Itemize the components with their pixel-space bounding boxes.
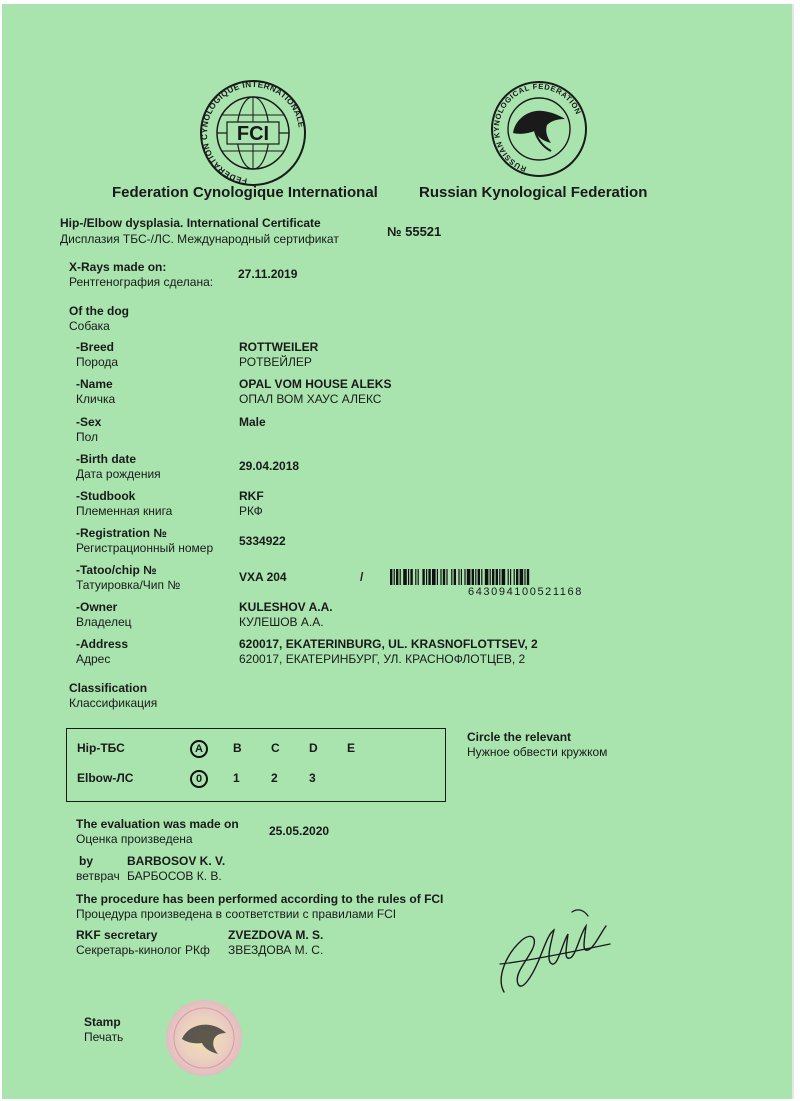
birth-label-en: -Birth date xyxy=(76,452,136,466)
classification-note-ru: Нужное обвести кружком xyxy=(467,745,608,759)
rkf-org-name: Russian Kynological Federation xyxy=(419,184,648,201)
procedure-text-ru: Процедура произведена в соответствии с правилами FCI xyxy=(76,907,397,921)
certificate-title-en: Hip-/Elbow dysplasia. International Certificate xyxy=(60,216,321,230)
sex-label-ru: Пол xyxy=(76,430,99,444)
certificate-sheet xyxy=(2,4,794,1099)
barcode-bar xyxy=(527,569,529,585)
name-value-ru: ОПАЛ ВОМ ХАУС АЛЕКС xyxy=(239,392,382,406)
hip-label: Hip-ТБС xyxy=(77,741,125,755)
procedure-text-en: The procedure has been performed according to the rules of FCI xyxy=(76,892,444,906)
rkf-logo-icon xyxy=(485,81,593,179)
barcode-bar xyxy=(394,569,395,585)
barcode-bar xyxy=(446,569,447,585)
address-label-ru: Адрес xyxy=(76,652,111,666)
name-label-en: -Name xyxy=(76,377,113,391)
barcode-bar xyxy=(520,569,524,585)
fci-org-name: Federation Cynologique International xyxy=(112,184,378,201)
secretary-label-en: RKF secretary xyxy=(76,928,158,942)
owner-value-en: KULESHOV A.A. xyxy=(239,600,333,614)
breed-label-ru: Порода xyxy=(76,355,119,369)
evaluation-label-ru: Оценка произведена xyxy=(76,832,193,846)
elbow-grade-0-selected: 0 xyxy=(190,770,208,788)
barcode-bar xyxy=(472,569,474,585)
barcode-bar xyxy=(390,569,392,585)
barcode-bar xyxy=(440,569,441,585)
barcode-bar xyxy=(454,569,456,585)
evaluation-label-en: The evaluation was made on xyxy=(76,817,239,831)
elbow-grade-2: 2 xyxy=(271,771,278,785)
barcode-bar xyxy=(443,569,445,585)
barcode-bar xyxy=(514,569,515,585)
barcode-bar xyxy=(408,569,409,585)
breed-label-en: -Breed xyxy=(76,340,115,354)
barcode-bar xyxy=(510,569,511,585)
barcode-bar xyxy=(400,569,401,585)
svg-text:RUSSIAN KYNOLOGICAL FEDERATION: RUSSIAN KYNOLOGICAL FEDERATION xyxy=(492,81,584,174)
hip-grade-c: C xyxy=(271,741,280,755)
barcode-bar xyxy=(502,569,506,585)
barcode-bar xyxy=(478,569,480,585)
hip-grade-e: E xyxy=(347,741,356,755)
name-value-en: OPAL VOM HOUSE ALEKS xyxy=(239,377,392,391)
dog-section-label-en: Of the dog xyxy=(69,304,129,318)
registration-label-ru: Регистрационный номер xyxy=(76,541,214,555)
fci-logo-icon xyxy=(194,79,312,189)
evaluation-date: 25.05.2020 xyxy=(269,824,330,838)
barcode-bar xyxy=(516,569,518,585)
studbook-label-en: -Studbook xyxy=(76,489,136,503)
hologram-stamp-icon xyxy=(164,999,244,1077)
stamp-label-en: Stamp xyxy=(84,1015,121,1029)
classification-label-en: Classification xyxy=(69,681,148,695)
barcode-bar xyxy=(458,569,459,585)
hip-grade-a-selected: A xyxy=(190,740,208,758)
owner-label-ru: Владелец xyxy=(76,615,132,629)
svg-text:FEDERATION CYNOLOGIQUE INTERNA: FEDERATION CYNOLOGIQUE INTERNATIONALE xyxy=(199,79,306,186)
birth-label-ru: Дата рождения xyxy=(76,467,161,481)
tattoo-separator: / xyxy=(360,570,364,584)
breed-value-en: ROTTWEILER xyxy=(239,340,319,354)
barcode-bar xyxy=(490,569,491,585)
owner-label-en: -Owner xyxy=(76,600,118,614)
certificate-title-ru: Дисплазия ТБС-/ЛС. Международный сертификат xyxy=(60,232,339,246)
hip-grade-d: D xyxy=(309,741,318,755)
tattoo-label-ru: Татуировка/Чип № xyxy=(76,578,181,592)
barcode-bar xyxy=(499,569,500,585)
chip-barcode-icon xyxy=(390,569,680,585)
tattoo-value: VXA 204 xyxy=(239,570,287,584)
dog-section-label-ru: Собака xyxy=(69,319,110,333)
classification-box xyxy=(66,728,446,802)
barcode-bar xyxy=(467,569,471,585)
xray-label-ru: Рентгенография сделана: xyxy=(69,275,214,289)
birth-value: 29.04.2018 xyxy=(239,459,300,473)
barcode-bar xyxy=(426,569,427,585)
secretary-name-en: ZVEZDOVA M. S. xyxy=(228,928,324,942)
elbow-label: Elbow-ЛС xyxy=(77,771,134,785)
certificate-number: № 55521 xyxy=(387,224,442,239)
barcode-bar xyxy=(428,569,430,585)
barcode-bar xyxy=(437,569,438,585)
address-value-en: 620017, EKATERINBURG, UL. KRASNOFLOTTSEV, 2 xyxy=(239,637,538,651)
barcode-bar xyxy=(461,569,462,585)
secretary-label-ru: Секретарь-кинолог РКф xyxy=(76,943,210,957)
svg-text:FCI: FCI xyxy=(236,123,270,145)
barcode-bar xyxy=(396,569,398,585)
vet-name-ru: БАРБОСОВ К. В. xyxy=(127,869,222,883)
barcode-bar xyxy=(403,569,407,585)
address-label-en: -Address xyxy=(76,637,129,651)
chip-number: 643094100521168 xyxy=(468,586,583,598)
barcode-bar xyxy=(496,569,498,585)
barcode-bar xyxy=(432,569,436,585)
signature-icon xyxy=(492,904,617,999)
stamp-label-ru: Печать xyxy=(84,1030,124,1044)
barcode-bar xyxy=(410,569,412,585)
registration-label-en: -Registration № xyxy=(76,526,167,540)
elbow-grade-1: 1 xyxy=(233,771,240,785)
barcode-bar xyxy=(508,569,509,585)
evaluation-by-ru: ветврач xyxy=(76,869,120,883)
sex-label-en: -Sex xyxy=(76,415,102,429)
barcode-bar xyxy=(422,569,424,585)
tattoo-label-en: -Tatoo/chip № xyxy=(76,563,157,577)
hip-grade-b: B xyxy=(233,741,242,755)
name-label-ru: Кличка xyxy=(76,392,116,406)
barcode-bar xyxy=(492,569,494,585)
barcode-bar xyxy=(418,569,419,585)
classification-label-ru: Классификация xyxy=(69,696,158,710)
barcode-bar xyxy=(464,569,465,585)
barcode-bar xyxy=(485,569,489,585)
barcode-bar xyxy=(475,569,476,585)
evaluation-by-en: by xyxy=(79,854,94,868)
vet-name-en: BARBOSOV K. V. xyxy=(127,854,226,868)
elbow-grade-3: 3 xyxy=(309,771,316,785)
address-value-ru: 620017, ЕКАТЕРИНБУРГ, УЛ. КРАСНОФЛОТЦЕВ, 2 xyxy=(239,652,526,666)
xray-label-en: X-Rays made on: xyxy=(69,260,167,274)
studbook-value-ru: РКФ xyxy=(239,504,263,518)
secretary-name-ru: ЗВЕЗДОВА М. С. xyxy=(228,943,324,957)
registration-value: 5334922 xyxy=(239,534,286,548)
barcode-bar xyxy=(415,569,416,585)
barcode-bar xyxy=(524,569,525,585)
studbook-value-en: RKF xyxy=(239,489,264,503)
barcode-bar xyxy=(451,569,452,585)
xray-date: 27.11.2019 xyxy=(238,267,298,281)
owner-value-ru: КУЛЕШОВ А.А. xyxy=(239,615,324,629)
studbook-label-ru: Племенная книга xyxy=(76,504,173,518)
classification-note-en: Circle the relevant xyxy=(467,730,572,744)
breed-value-ru: РОТВЕЙЛЕР xyxy=(239,355,312,369)
sex-value: Male xyxy=(239,415,266,429)
barcode-bar xyxy=(481,569,482,585)
